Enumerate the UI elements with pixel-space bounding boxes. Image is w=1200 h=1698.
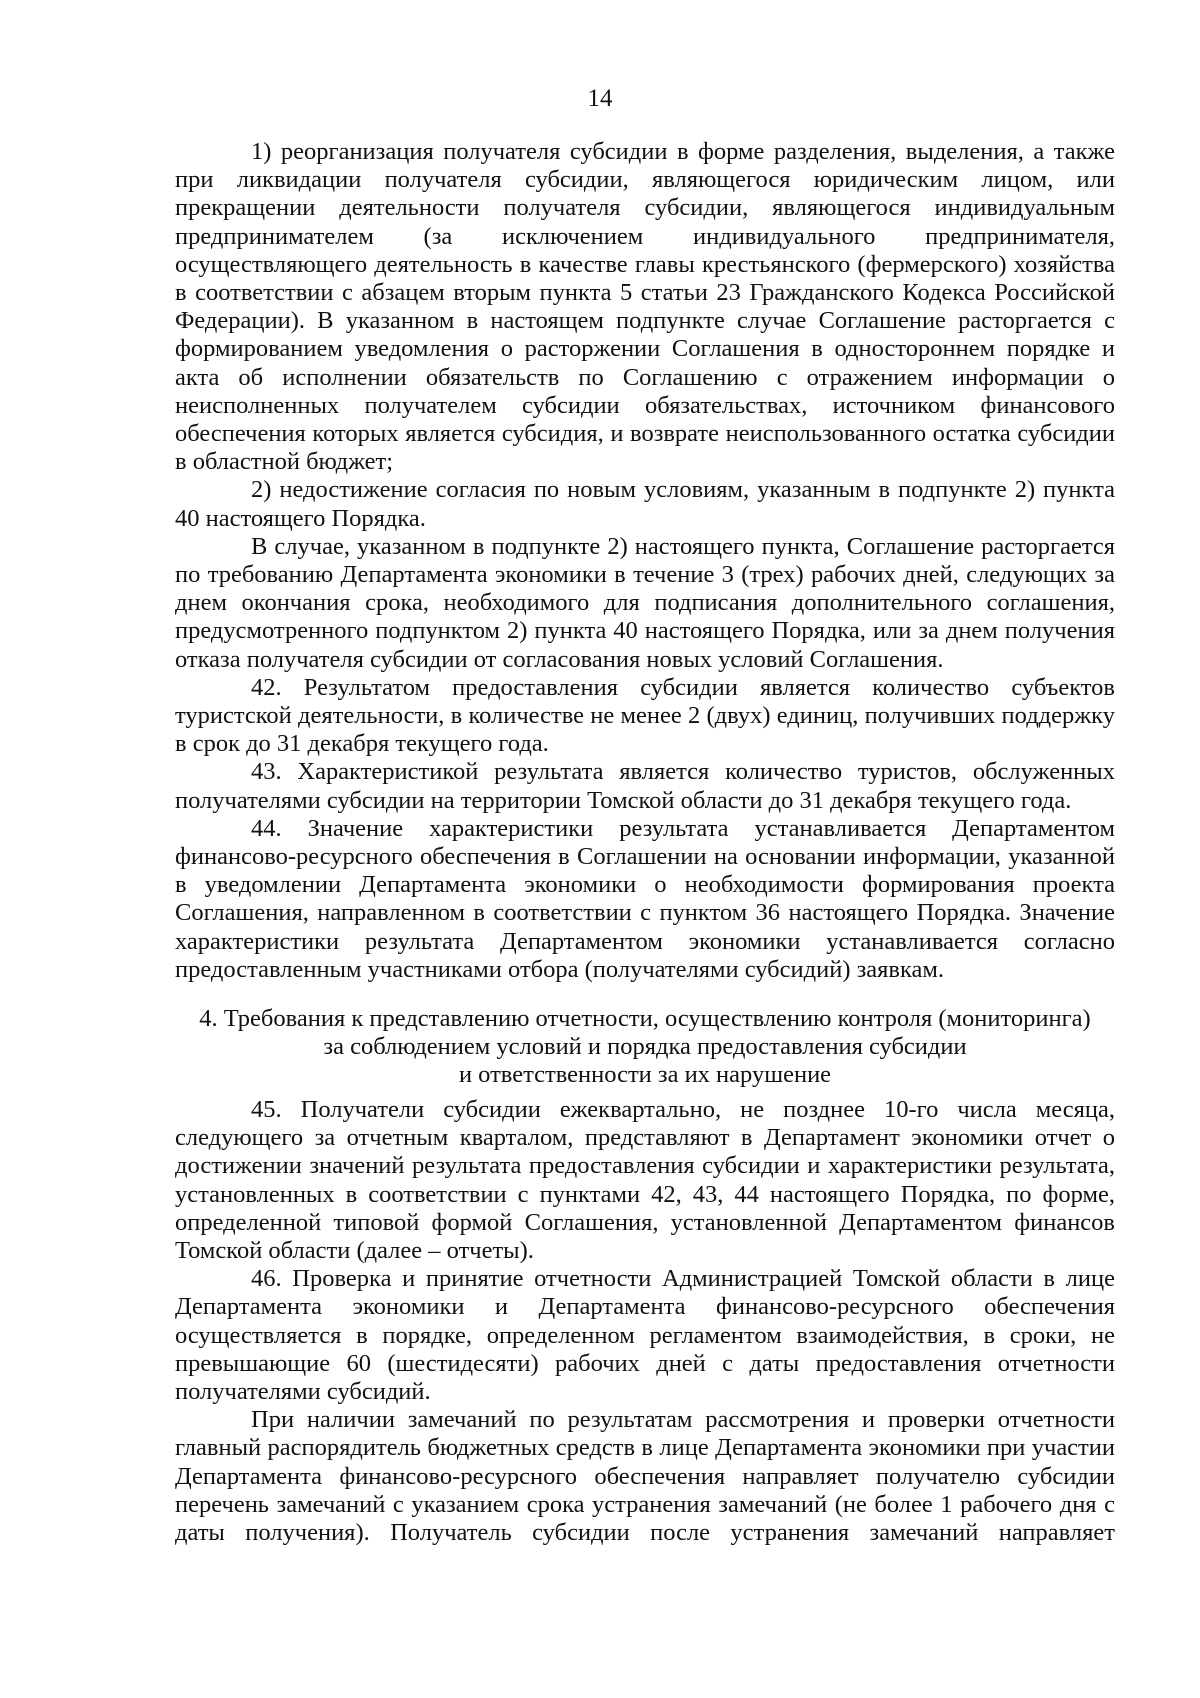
paragraph-46-remarks: При наличии замечаний по результатам рассмотрения и проверки отчетности главный распорядитель бюджетных средств в лице Департамента экономики при участии Департамента финансово-ресурсного обеспечения направляет получателю субсидии перечень замечаний с указанием срока устранения замечаний (не более 1 рабочего дня с даты получения). Получатель субсидии после устранения замечаний направляет	[175, 1406, 1115, 1547]
paragraph-41-item-1: 1) реорганизация получателя субсидии в форме разделения, выделения, а также при ликвидации получателя субсидии, являющегося юридическим лицом, или прекращении деятельности получателя субсидии, являющегося индивидуальным предпринимателем (за исключением индивидуального предпринимателя, осуществляющего деятельность в качестве главы крестьянского (фермерского) хозяйства в соответствии с абзацем вторым пункта 5 статьи 23 Гражданского Кодекса Российской Федерации). В указанном в настоящем подпункте случае Соглашение расторгается с формированием уведомления о расторжении Соглашения в одностороннем порядке и акта об исполнении обязательств по Соглашению с отражением информации о неисполненных получателем субсидии обязательствах, источником финансового обеспечения которых является субсидия, и возврате неиспользованного остатка субсидии в областной бюджет;	[175, 138, 1115, 476]
paragraph-43-characteristic: 43. Характеристикой результата является количество туристов, обслуженных получателями субсидии на территории Томской области до 31 декабря текущего года.	[175, 758, 1115, 814]
paragraph-41-item-2: 2) недостижение согласия по новым условиям, указанным в подпункте 2) пункта 40 настоящего Порядка.	[175, 476, 1115, 532]
section-heading-line-2: за соблюдением условий и порядка предоставления субсидии	[323, 1033, 967, 1061]
section-heading-line-1: 4. Требования к представлению отчетности, осуществлению контроля (мониторинга)	[199, 1005, 1091, 1032]
body-text-before-section	[175, 138, 1115, 984]
paragraph-41-termination-case: В случае, указанном в подпункте 2) настоящего пункта, Соглашение расторгается по требованию Департамента экономики в течение 3 (трех) рабочих дней, следующих за днем окончания срока, необходимого для подписания дополнительного соглашения, предусмотренного подпунктом 2) пункта 40 настоящего Порядка, или за днем получения отказа получателя субсидии от согласования новых условий Соглашения.	[175, 532, 1115, 673]
paragraph-42-result: 42. Результатом предоставления субсидии является количество субъектов туристской деятельности, в количестве не менее 2 (двух) единиц, получивших поддержку в срок до 31 декабря текущего года.	[175, 673, 1115, 758]
section-heading-line-3: и ответственности за их нарушение	[458, 1061, 832, 1089]
paragraph-44-characteristic-value: 44. Значение характеристики результата устанавливается Департаментом финансово-ресурсного обеспечения в Соглашении на основании информации, указанной в уведомлении Департамента экономики о необходимости формирования проекта Соглашения, направленном в соответствии с пунктом 36 настоящего Порядка. Значение характеристики результата Департаментом экономики устанавливается согласно предоставленным участниками отбора (получателями субсидий) заявкам.	[175, 814, 1115, 983]
paragraph-46-verification: 46. Проверка и принятие отчетности Администрацией Томской области в лице Департамента экономики и Департамента финансово-ресурсного обеспечения осуществляется в порядке, определенном регламентом взаимодействия, в сроки, не превышающие 60 (шестидесяти) рабочих дней с даты предоставления отчетности получателями субсидий.	[175, 1265, 1115, 1406]
paragraph-45-reporting: 45. Получатели субсидии ежеквартально, не позднее 10-го числа месяца, следующего за отчетным кварталом, представляют в Департамент экономики отчет о достижении значений результата предоставления субсидии и характеристики результата, установленных в соответствии с пунктами 42, 43, 44 настоящего Порядка, по форме, определенной типовой формой Соглашения, установленной Департаментом финансов Томской области (далее – отчеты).	[175, 1096, 1115, 1265]
page-number: 14	[587, 85, 613, 112]
body-text-after-section	[175, 1096, 1115, 1547]
section-4-heading	[175, 1005, 1115, 1090]
